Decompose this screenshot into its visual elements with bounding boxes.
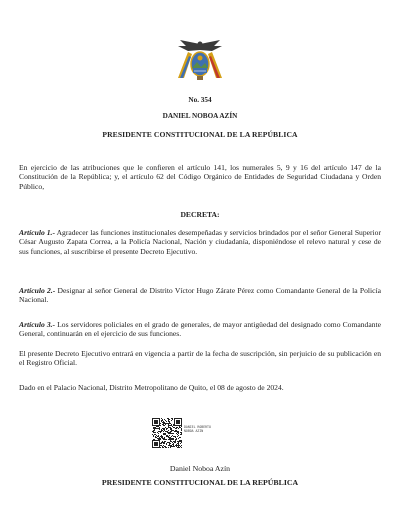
qr-code-icon [152,418,182,448]
dado-paragraph: Dado en el Palacio Nacional, Distrito Metropolitano de Quito, el 08 de agosto de 2024. [19,383,284,392]
qr-signature-text [184,425,211,433]
article-1-lead: Artículo 1.- [19,228,55,237]
intro-paragraph: En ejercicio de las atribuciones que le confieren el artículo 141, los numerales 5, 9 y 16 del artículo 147 de la Constitución de la República; y, el artículo 62 del Código Orgánico de Entidades de Seguridad Ciudadana y Orden Público, [19,163,381,191]
vigencia-paragraph: El presente Decreto Ejecutivo entrará en vigencia a partir de la fecha de suscripción, sin perjuicio de su publicación en el Registro Oficial. [19,349,381,368]
president-name: DANIEL NOBOA AZÍN [162,112,238,120]
article-2 [19,286,381,305]
article-1 [19,228,381,256]
article-1-text: Agradecer las funciones institucionales desempeñadas y servicios brindados por el señor General Superior César Augusto Zapata Correa, a la Policía Nacional, Nación y ciudadanía, disponiéndose el relevo natural y cese de sus funciones, al suscribirse el presente Decreto Ejecutivo. [19,228,381,256]
article-2-lead: Artículo 2.- [19,286,56,295]
decree-number: No. 354 [188,96,212,104]
article-2-text: Designar al señor General de Distrito Víctor Hugo Zárate Pérez como Comandante General de la Policía Nacional. [19,286,381,305]
article-3-lead: Artículo 3.- [19,320,56,329]
signatory-title: PRESIDENTE CONSTITUCIONAL DE LA REPÚBLICA [101,478,299,487]
ecuador-coat-of-arms-icon [170,38,230,82]
article-3 [19,320,381,339]
signatory-name: Daniel Noboa Azín [169,464,231,473]
decreta-heading: DECRETA: [180,210,220,219]
qr-signature-line-1: DANIEL ROBERTO [184,425,211,429]
qr-signature-line-2: NOBOA AZIN [184,429,204,433]
president-title: PRESIDENTE CONSTITUCIONAL DE LA REPÚBLICA [102,130,298,139]
article-3-text: Los servidores policiales en el grado de generales, de mayor antigüedad del designado como Comandante General, continuarán en el ejercicio de sus funciones. [19,320,381,339]
